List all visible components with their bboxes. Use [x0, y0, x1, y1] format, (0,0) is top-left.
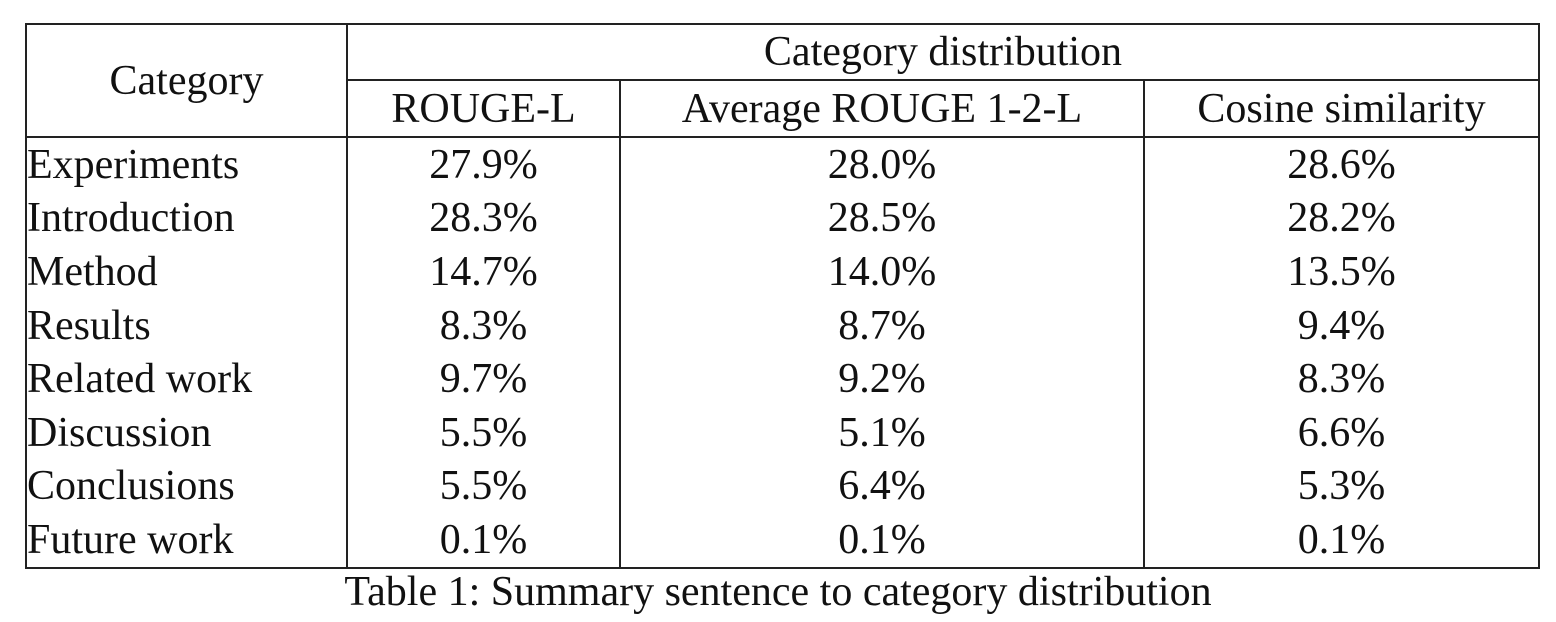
table-row	[26, 137, 1539, 192]
row-category: Results	[26, 299, 347, 353]
category-distribution-table	[25, 23, 1540, 569]
row-category: Conclusions	[26, 460, 347, 514]
cell-average-rouge: 8.7%	[620, 299, 1144, 353]
header-category: Category	[26, 24, 347, 137]
row-category: Discussion	[26, 406, 347, 460]
cell-rouge-l: 28.3%	[347, 192, 620, 246]
cell-cosine-similarity: 8.3%	[1144, 352, 1539, 406]
cell-rouge-l: 14.7%	[347, 245, 620, 299]
cell-rouge-l: 27.9%	[347, 137, 620, 192]
table-row	[26, 513, 1539, 568]
cell-average-rouge: 14.0%	[620, 245, 1144, 299]
cell-average-rouge: 28.5%	[620, 192, 1144, 246]
cell-average-rouge: 6.4%	[620, 460, 1144, 514]
header-cosine-similarity: Cosine similarity	[1144, 80, 1539, 137]
cell-rouge-l: 8.3%	[347, 299, 620, 353]
cell-cosine-similarity: 5.3%	[1144, 460, 1539, 514]
cell-cosine-similarity: 28.6%	[1144, 137, 1539, 192]
header-rouge-l: ROUGE-L	[347, 80, 620, 137]
row-category: Future work	[26, 513, 347, 568]
row-category: Method	[26, 245, 347, 299]
row-category: Related work	[26, 352, 347, 406]
cell-average-rouge: 9.2%	[620, 352, 1144, 406]
cell-average-rouge: 0.1%	[620, 513, 1144, 568]
table-header	[26, 24, 1539, 137]
cell-rouge-l: 5.5%	[347, 406, 620, 460]
table-row	[26, 406, 1539, 460]
cell-average-rouge: 28.0%	[620, 137, 1144, 192]
cell-cosine-similarity: 6.6%	[1144, 406, 1539, 460]
cell-cosine-similarity: 28.2%	[1144, 192, 1539, 246]
cell-cosine-similarity: 9.4%	[1144, 299, 1539, 353]
row-category: Introduction	[26, 192, 347, 246]
table-caption: Table 1: Summary sentence to category distribution	[344, 569, 1212, 615]
header-row-group	[26, 24, 1539, 80]
table-row	[26, 245, 1539, 299]
cell-rouge-l: 9.7%	[347, 352, 620, 406]
cell-cosine-similarity: 13.5%	[1144, 245, 1539, 299]
header-average-rouge: Average ROUGE 1-2-L	[620, 80, 1144, 137]
cell-average-rouge: 5.1%	[620, 406, 1144, 460]
table-body	[26, 137, 1539, 568]
table-row	[26, 299, 1539, 353]
table-row	[26, 460, 1539, 514]
category-distribution-table-container	[25, 23, 1538, 569]
cell-cosine-similarity: 0.1%	[1144, 513, 1539, 568]
cell-rouge-l: 0.1%	[347, 513, 620, 568]
row-category: Experiments	[26, 137, 347, 192]
header-category-distribution: Category distribution	[347, 24, 1539, 80]
table-row	[26, 192, 1539, 246]
table-row	[26, 352, 1539, 406]
cell-rouge-l: 5.5%	[347, 460, 620, 514]
